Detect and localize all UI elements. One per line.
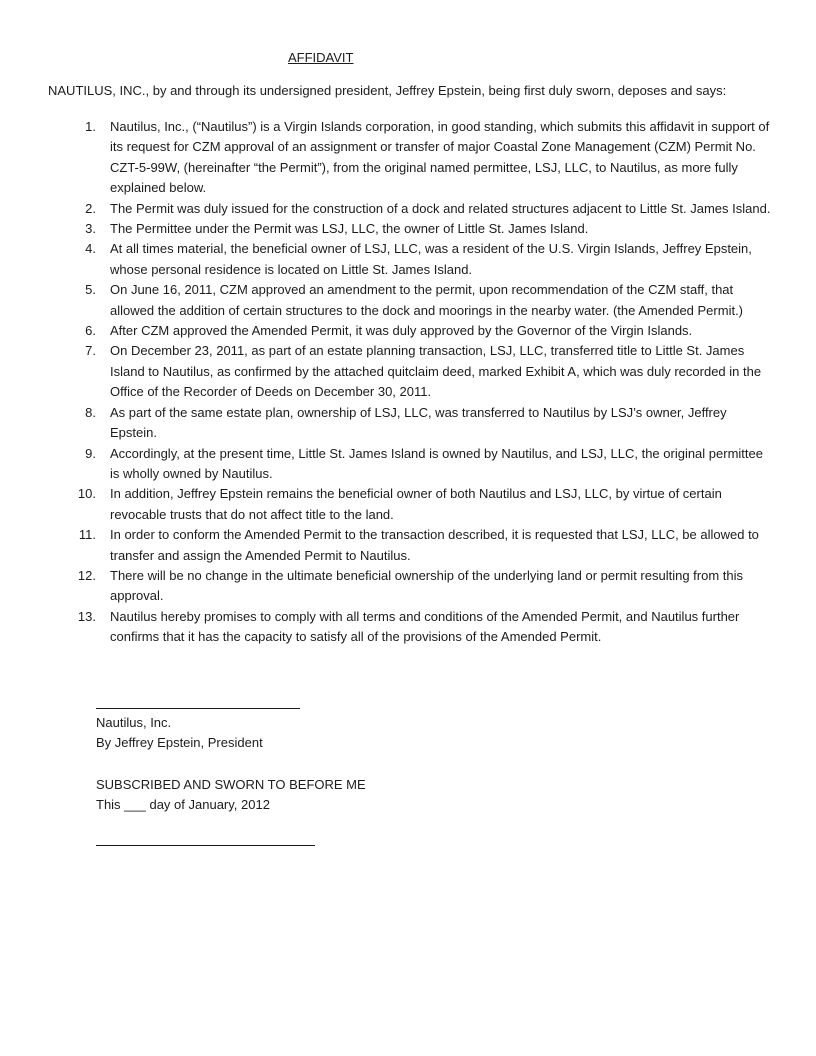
- item-number: 3.: [85, 221, 96, 237]
- list-item: [48, 566, 773, 607]
- list-item: [48, 219, 773, 239]
- item-text: The Permittee under the Permit was LSJ, LLC, the owner of Little St. James Island.: [110, 221, 589, 237]
- item-number: 1.: [85, 119, 96, 134]
- list-item: [48, 403, 773, 444]
- item-number: 11.: [78, 527, 96, 543]
- document-title: AFFIDAVIT: [288, 50, 354, 65]
- item-number: 12.: [77, 567, 96, 583]
- item-text: Nautilus, Inc., (“Nautilus”) is a Virgin Islands corporation, in good standing, which submits this affidavit in support of its request for CZM approval of an assignment or transfer of major Coastal Zone Management (CZM) Permit No. CZT-5-99W, (hereinafter “the Permit”), from the original named permittee, LSJ, LLC, to Nautilus, as more fully explained below.: [110, 119, 770, 196]
- notary-heading: SUBSCRIBED AND SWORN TO BEFORE ME: [96, 777, 366, 792]
- item-text: On December 23, 2011, as part of an estate planning transaction, LSJ, LLC, transferred title to Little St. James Island to Nautilus, as confirmed by the attached quitclaim deed, marked Exhibit A, which was duly recorded in the Office of the Recorder of Deeds on December 30, 2011.: [110, 343, 762, 400]
- item-text: In order to conform the Amended Permit to the transaction described, it is requested that LSJ, LLC, be allowed to transfer and assign the Amended Permit to Nautilus.: [110, 527, 759, 563]
- list-item: [48, 525, 773, 566]
- numbered-paragraphs: [48, 117, 773, 648]
- item-text: Nautilus hereby promises to comply with all terms and conditions of the Amended Permit, and Nautilus further confirms that it has the capacity to satisfy all of the provisions of the Amended Permit.: [110, 608, 740, 645]
- list-item: [48, 117, 773, 199]
- item-number: 7.: [85, 343, 96, 359]
- intro-paragraph: NAUTILUS, INC., by and through its undersigned president, Jeffrey Epstein, being first duly sworn, deposes and says:: [48, 83, 727, 98]
- notary-signature-line: [96, 833, 315, 846]
- item-text: There will be no change in the ultimate beneficial ownership of the underlying land or permit resulting from this approval.: [110, 567, 744, 604]
- signer-company: Nautilus, Inc.: [96, 715, 172, 730]
- item-text: At all times material, the beneficial owner of LSJ, LLC, was a resident of the U.S. Virgin Islands, Jeffrey Epstein, whose personal residence is located on Little St. James Island.: [110, 241, 752, 277]
- list-item: [48, 484, 773, 525]
- item-number: 9.: [85, 445, 96, 461]
- list-item: [48, 239, 773, 280]
- notary-date-line: This ___ day of January, 2012: [96, 797, 270, 812]
- item-number: 13.: [77, 608, 96, 624]
- list-item: [48, 607, 773, 648]
- list-item: [48, 444, 773, 485]
- item-number: 4.: [85, 241, 96, 257]
- list-item: [48, 280, 773, 321]
- item-text: Accordingly, at the present time, Little St. James Island is owned by Nautilus, and LSJ, LLC, the original permittee is wholly owned by Nautilus.: [110, 445, 763, 481]
- list-item: [48, 199, 773, 219]
- item-text: After CZM approved the Amended Permit, it was duly approved by the Governor of the Virgin Islands.: [110, 323, 693, 339]
- item-number: 6.: [85, 323, 96, 339]
- signer-name-title: By Jeffrey Epstein, President: [96, 735, 263, 750]
- item-text: On June 16, 2011, CZM approved an amendment to the permit, upon recommendation of the CZM staff, that allowed the addition of certain structures to the dock and moorings in the nearby water. (the Amended Permit.): [110, 282, 744, 318]
- item-number: 5.: [85, 282, 96, 298]
- item-number: 2.: [85, 200, 96, 216]
- list-item: [48, 341, 773, 402]
- item-number: 8.: [85, 404, 96, 420]
- item-text: In addition, Jeffrey Epstein remains the beneficial owner of both Nautilus and LSJ, LLC, by virtue of certain revocable trusts that do not affect title to the land.: [110, 486, 722, 522]
- item-text: The Permit was duly issued for the construction of a dock and related structures adjacent to Little St. James Island.: [110, 200, 771, 216]
- item-number: 10.: [77, 486, 96, 502]
- item-text: As part of the same estate plan, ownership of LSJ, LLC, was transferred to Nautilus by LSJ’s owner, Jeffrey Epstein.: [110, 404, 727, 441]
- list-item: [48, 321, 773, 341]
- signature-line: [96, 696, 300, 709]
